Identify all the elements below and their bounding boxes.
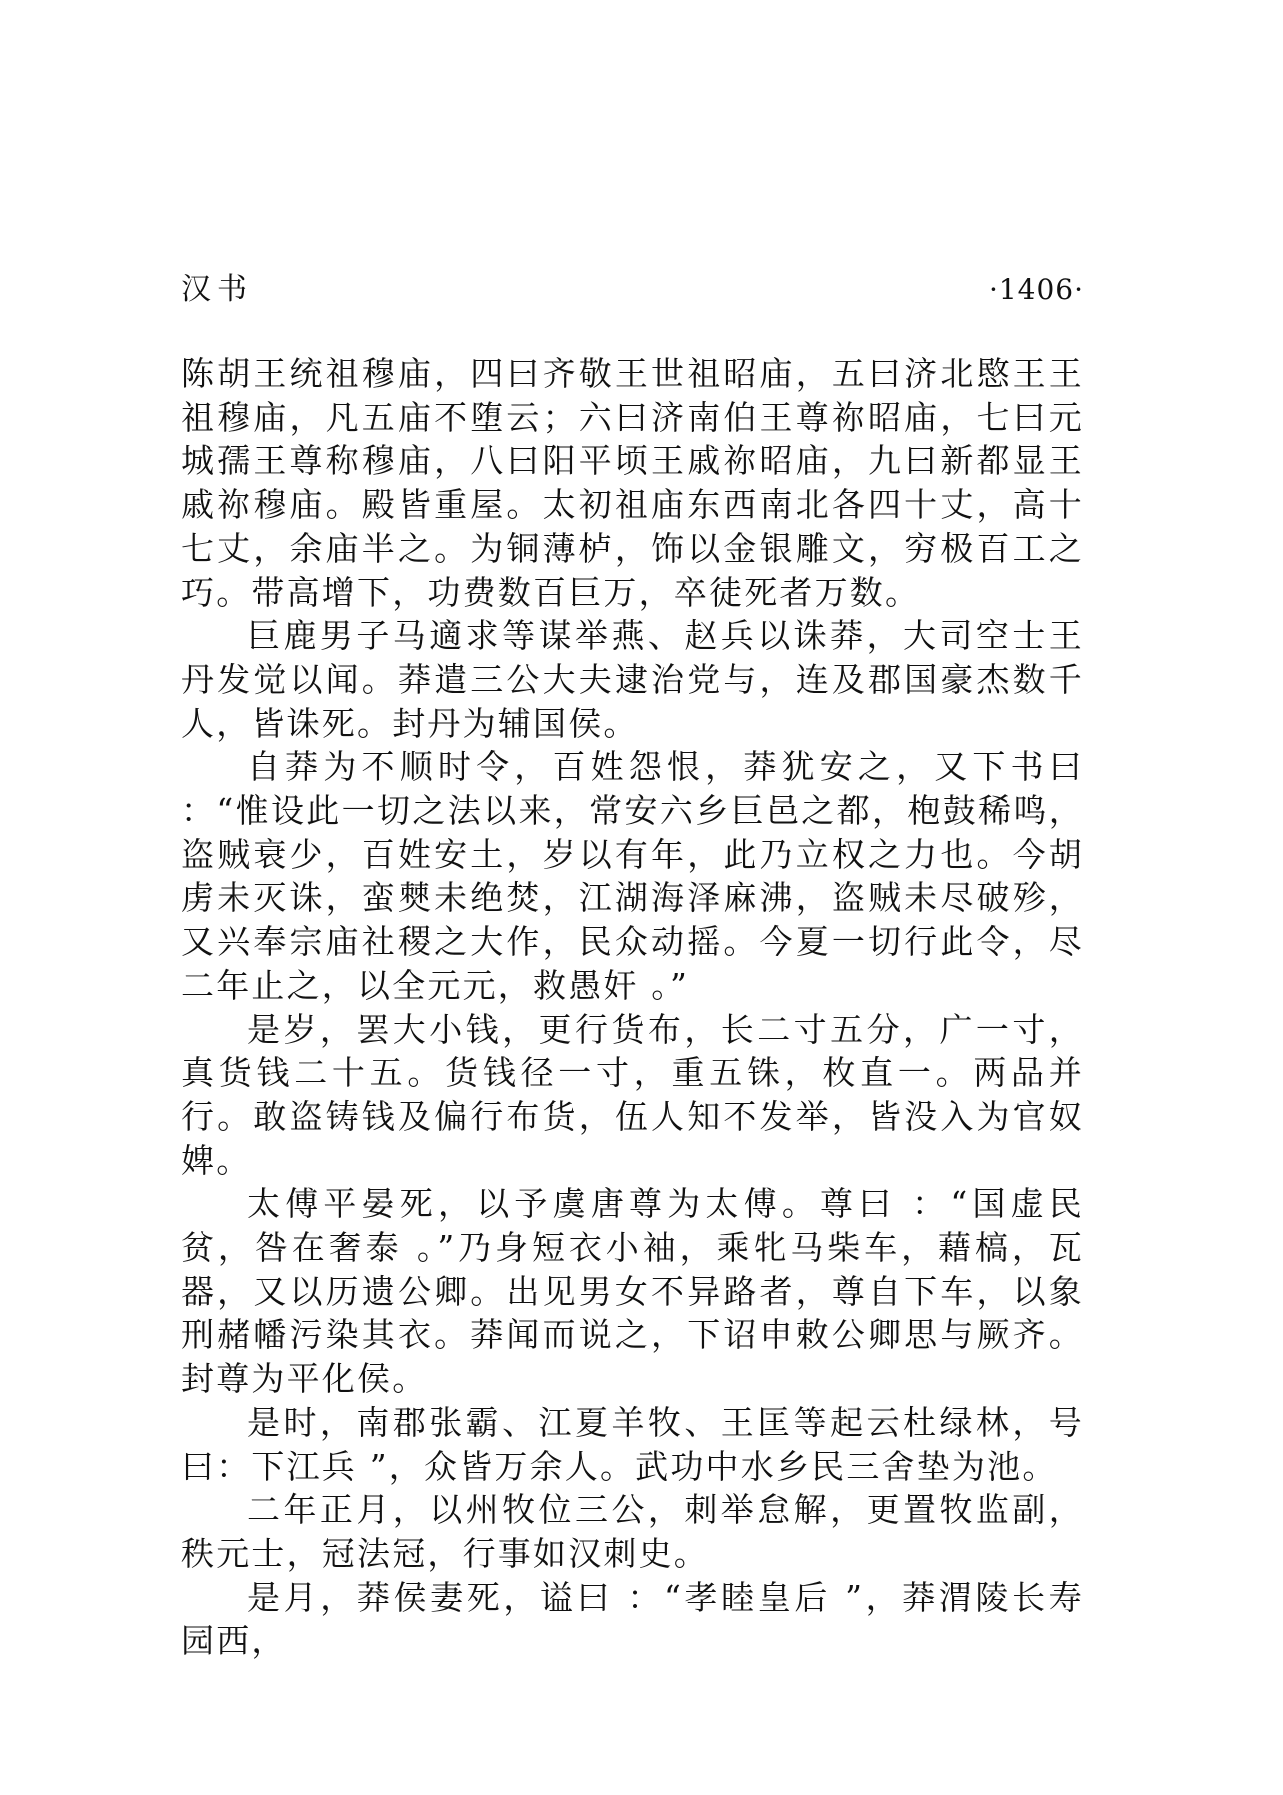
- paragraph: 自莽为不顺时令，百姓怨恨，莽犹安之，又下书曰 ：“惟设此一切之法以来，常安六乡巨邑之都，枹鼓稀鸣，盗贼衰少，百姓安土，岁以有年，此乃立权之力也。今胡虏未灭诛，蛮僰未绝焚，江湖海泽麻沸，盗贼未尽破殄，又兴奉宗庙社稷之大作，民众动摇。今夏一切行此令，尽二年止之，以全元元，救愚奸 。”: [181, 747, 1084, 1005]
- book-title: 汉书: [181, 272, 253, 307]
- paragraph: 是月，莽侯妻死，谥曰 ：“孝睦皇后 ”，莽渭陵长寿园西，: [181, 1577, 1084, 1661]
- paragraph: 巨鹿男子马適求等谋举燕、赵兵以诛莽，大司空士王丹发觉以闻。莽遣三公大夫逮治党与，连及郡国豪杰数千人，皆诛死。封丹为辅国侯。: [181, 616, 1084, 743]
- running-header: [181, 268, 1084, 312]
- paragraph: 陈胡王统祖穆庙，四曰齐敬王世祖昭庙，五曰济北愍王王祖穆庙，凡五庙不堕云；六曰济南伯王尊祢昭庙，七曰元城孺王尊称穆庙，八曰阳平顷王戚祢昭庙，九曰新都显王戚祢穆庙。殿皆重屋。太初祖庙东西南北各四十丈，高十七丈，余庙半之。为铜薄栌，饰以金银雕文，穷极百工之巧。带高增下，功费数百巨万，卒徒死者万数。: [181, 354, 1084, 612]
- paragraph: 是岁，罢大小钱，更行货布，长二寸五分，广一寸，真货钱二十五。货钱径一寸，重五铢，枚直一。两品并行。敢盗铸钱及偏行布货，伍人知不发举，皆没入为官奴婢。: [181, 1009, 1084, 1180]
- paragraph: 太傅平晏死，以予虞唐尊为太傅。尊曰 ：“国虚民贫，咎在奢泰 。”乃身短衣小袖，乘牝马柴车，藉槁，瓦器，又以历遗公卿。出见男女不异路者，尊自下车，以象刑赭幡污染其衣。莽闻而说之，下诏申敕公卿思与厥齐。封尊为平化侯。: [181, 1184, 1084, 1399]
- paragraph: 二年正月，以州牧位三公，刺举怠解，更置牧监副，秩元士，冠法冠，行事如汉刺史。: [181, 1490, 1084, 1573]
- paragraph: 是时，南郡张霸、江夏羊牧、王匡等起云杜绿林，号曰：下江兵 ”，众皆万余人。武功中水乡民三舍垫为池。: [181, 1402, 1084, 1486]
- body-text: [181, 352, 1084, 1663]
- page-number: ·1406·: [988, 273, 1084, 306]
